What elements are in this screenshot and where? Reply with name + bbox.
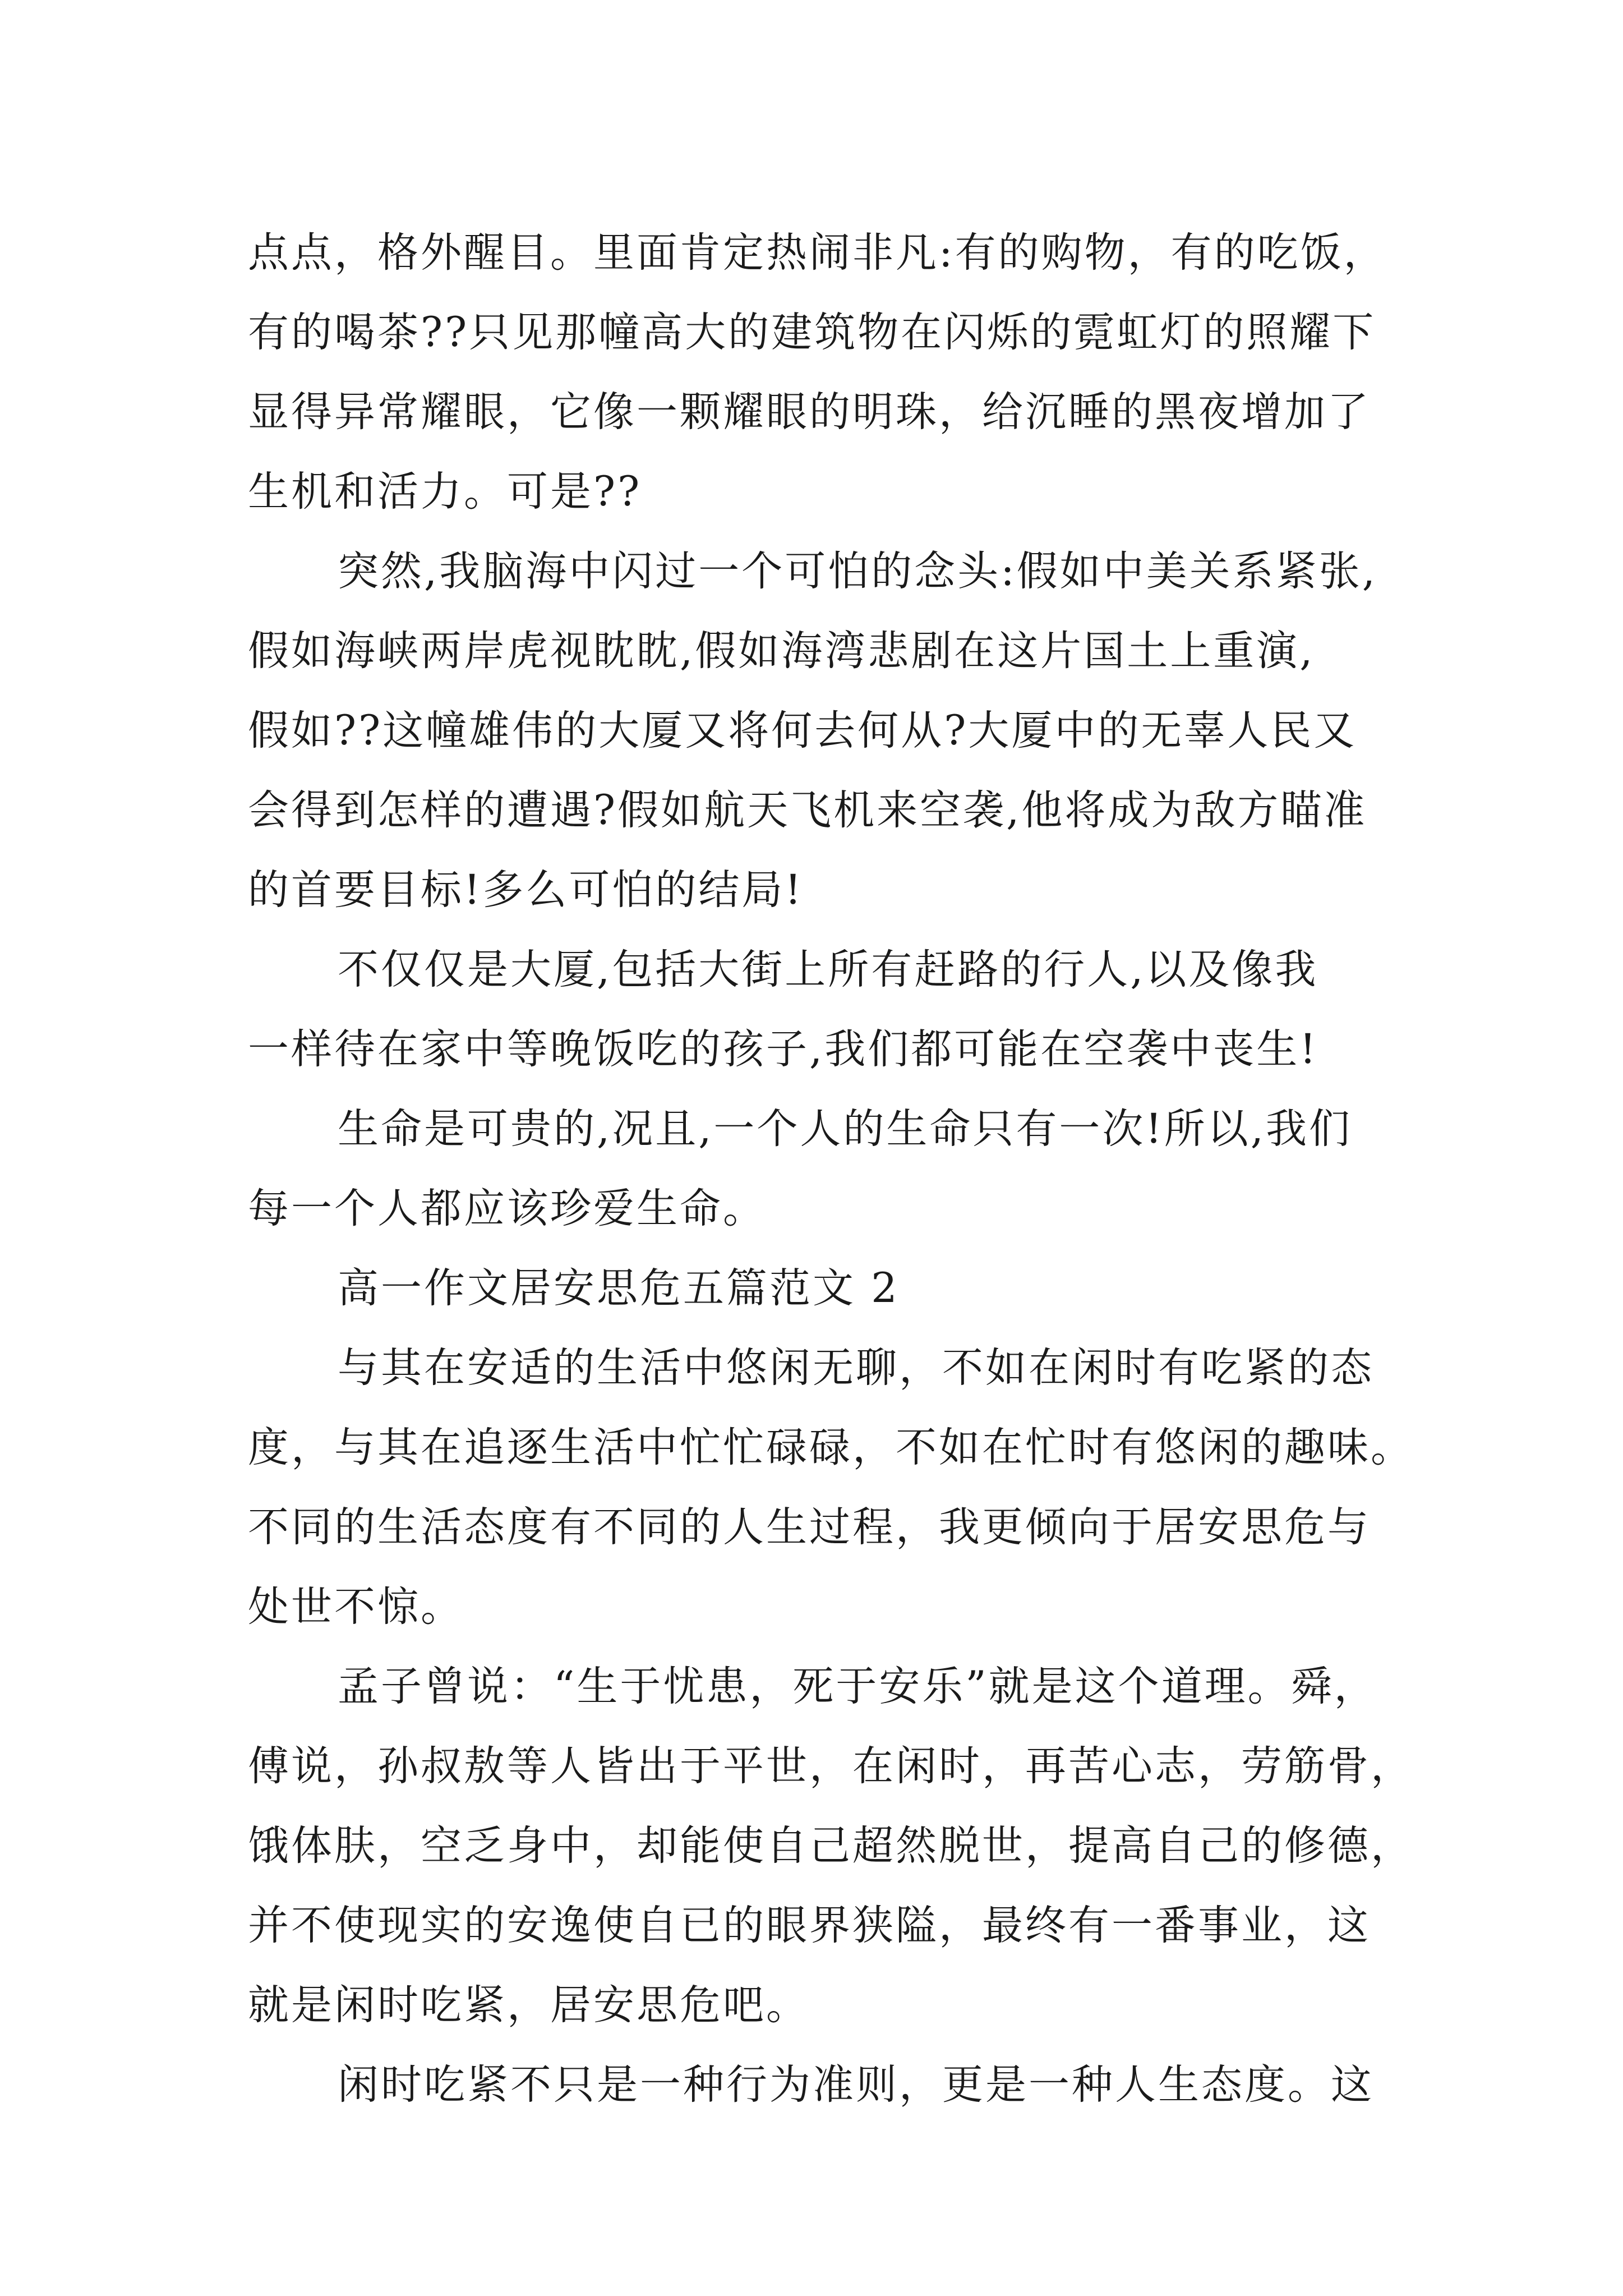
text-line: 闲时吃紧不只是一种行为准则，更是一种人生态度。这 bbox=[338, 2061, 1374, 2109]
text-line: 处世不惊。 bbox=[248, 1583, 464, 1631]
text-line: 显得异常耀眼，它像一颗耀眼的明珠，给沉睡的黑夜增加了 bbox=[248, 388, 1371, 436]
text-line: 点点，格外醒目。里面肯定热闹非凡:有的购物，有的吃饭， bbox=[248, 229, 1387, 277]
text-line: 会得到怎样的遭遇?假如航天飞机来空袭,他将成为敌方瞄准 bbox=[248, 786, 1367, 834]
text-line: 假如??这幢雄伟的大厦又将何去何从?大厦中的无辜人民又 bbox=[248, 707, 1357, 754]
text-line: 并不使现实的安逸使自已的眼界狭隘，最终有一番事业，这 bbox=[248, 1902, 1371, 1949]
text-line: 与其在安适的生活中悠闲无聊，不如在闲时有吃紧的态 bbox=[338, 1344, 1374, 1392]
text-line: 不同的生活态度有不同的人生过程，我更倾向于居安思危与 bbox=[248, 1503, 1371, 1551]
text-line: 高一作文居安思危五篇范文 2 bbox=[338, 1264, 900, 1312]
text-line: 突然,我脑海中闪过一个可怕的念头:假如中美关系紧张, bbox=[338, 547, 1378, 595]
text-line: 每一个人都应该珍爱生命。 bbox=[248, 1185, 766, 1232]
text-line: 傅说，孙叔敖等人皆出于平世，在闲时，再苦心志，劳筋骨， bbox=[248, 1742, 1414, 1790]
text-line: 一样待在家中等晚饭吃的孩子,我们都可能在空袭中丧生! bbox=[248, 1025, 1318, 1073]
text-line: 的首要目标!多么可怕的结局! bbox=[248, 866, 804, 914]
document-body bbox=[248, 213, 1426, 2125]
text-line: 饿体肤，空乏身中，却能使自己超然脱世，提高自己的修德， bbox=[248, 1822, 1414, 1870]
text-line: 有的喝茶??只见那幢高大的建筑物在闪烁的霓虹灯的照耀下 bbox=[248, 309, 1376, 356]
text-line: 生命是可贵的,况且,一个人的生命只有一次!所以,我们 bbox=[338, 1105, 1352, 1153]
text-line: 生机和活力。可是?? bbox=[248, 468, 642, 516]
text-line: 度，与其在追逐生活中忙忙碌碌，不如在忙时有悠闲的趣味。 bbox=[248, 1424, 1414, 1471]
text-line: 假如海峡两岸虎视眈眈,假如海湾悲剧在这片国土上重演, bbox=[248, 627, 1315, 675]
text-line: 不仅仅是大厦,包括大街上所有赶路的行人,以及像我 bbox=[338, 946, 1318, 993]
text-line: 就是闲时吃紧，居安思危吧。 bbox=[248, 1981, 809, 2029]
text-line: 孟子曾说：“生于忧患，死于安乐”就是这个道理。舜， bbox=[338, 1663, 1377, 1710]
